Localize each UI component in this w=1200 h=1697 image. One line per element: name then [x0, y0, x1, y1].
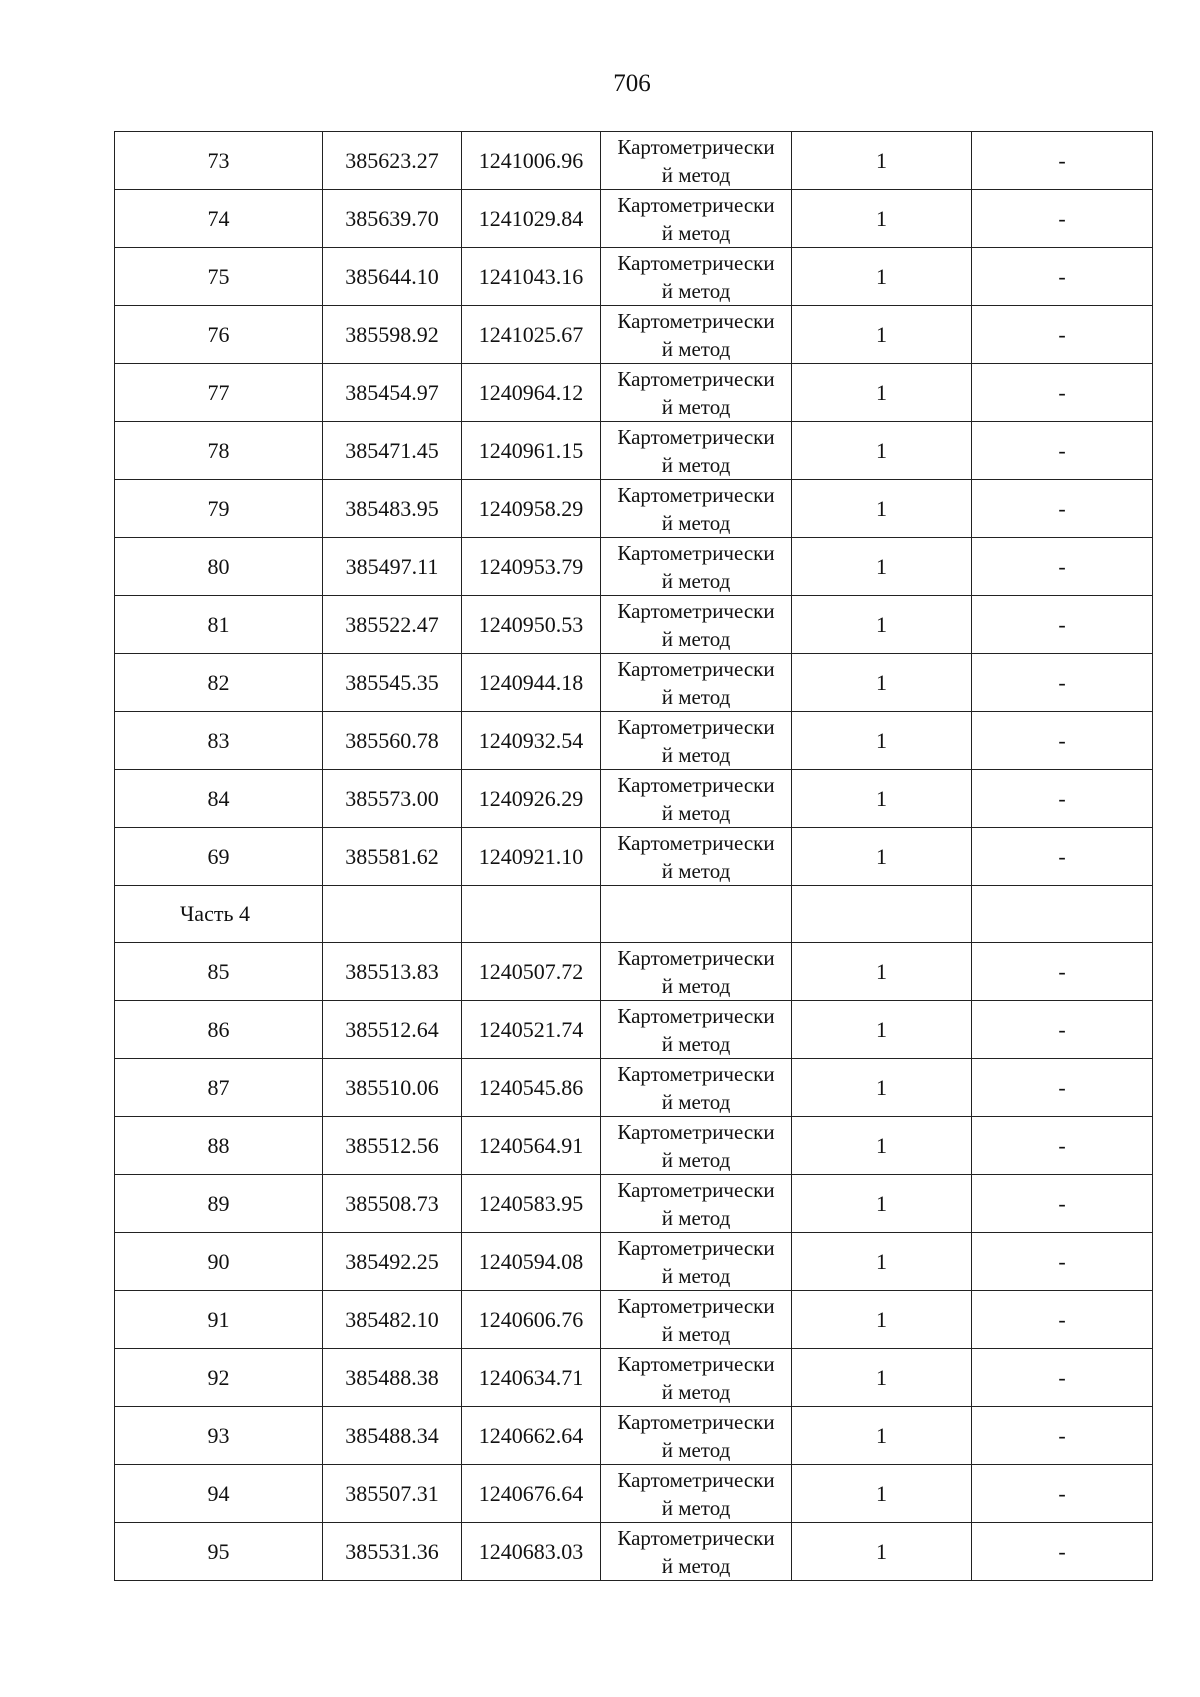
- x-coordinate-cell: 385531.36: [323, 1523, 462, 1581]
- x-coordinate-cell: 385512.56: [323, 1117, 462, 1175]
- method-text-line: й метод: [661, 337, 731, 361]
- y-coordinate-cell: 1240932.54: [462, 712, 601, 770]
- method-cell: [601, 1001, 792, 1059]
- method-text-line: Картометрически: [617, 1526, 775, 1550]
- table-row: [115, 306, 1153, 364]
- accuracy-cell: 1: [792, 1175, 972, 1233]
- x-coordinate-cell: 385560.78: [323, 712, 462, 770]
- empty-cell: [792, 886, 972, 943]
- point-number-cell: 93: [115, 1407, 323, 1465]
- accuracy-cell: 1: [792, 1349, 972, 1407]
- point-number-cell: 86: [115, 1001, 323, 1059]
- y-coordinate-cell: 1240964.12: [462, 364, 601, 422]
- point-number-cell: 90: [115, 1233, 323, 1291]
- method-cell: [601, 1349, 792, 1407]
- table-row: [115, 248, 1153, 306]
- table-row: [115, 1001, 1153, 1059]
- note-cell: -: [972, 248, 1153, 306]
- note-cell: -: [972, 364, 1153, 422]
- method-text-line: Картометрически: [617, 193, 775, 217]
- note-cell: -: [972, 1349, 1153, 1407]
- method-text-line: Картометрически: [617, 715, 775, 739]
- table-row: [115, 1175, 1153, 1233]
- y-coordinate-cell: 1241043.16: [462, 248, 601, 306]
- y-coordinate-cell: 1240926.29: [462, 770, 601, 828]
- accuracy-cell: 1: [792, 1233, 972, 1291]
- note-cell: -: [972, 1233, 1153, 1291]
- section-label: Часть 4: [115, 886, 323, 943]
- method-text-line: й метод: [661, 453, 731, 477]
- empty-cell: [601, 886, 792, 943]
- x-coordinate-cell: 385513.83: [323, 943, 462, 1001]
- point-number-cell: 69: [115, 828, 323, 886]
- x-coordinate-cell: 385482.10: [323, 1291, 462, 1349]
- accuracy-cell: 1: [792, 770, 972, 828]
- point-number-cell: 91: [115, 1291, 323, 1349]
- page-number: 706: [613, 70, 651, 97]
- accuracy-cell: 1: [792, 190, 972, 248]
- method-cell: [601, 190, 792, 248]
- empty-cell: [462, 886, 601, 943]
- x-coordinate-cell: 385510.06: [323, 1059, 462, 1117]
- accuracy-cell: 1: [792, 943, 972, 1001]
- method-cell: [601, 596, 792, 654]
- y-coordinate-cell: 1240676.64: [462, 1465, 601, 1523]
- method-text-line: Картометрически: [617, 1410, 775, 1434]
- method-text-line: Картометрически: [617, 946, 775, 970]
- note-cell: -: [972, 943, 1153, 1001]
- method-text-line: й метод: [661, 1554, 731, 1578]
- note-cell: -: [972, 132, 1153, 190]
- table-row: [115, 1465, 1153, 1523]
- method-text-line: Картометрически: [617, 1004, 775, 1028]
- method-text-line: й метод: [661, 801, 731, 825]
- table-row: [115, 828, 1153, 886]
- table-row: [115, 1117, 1153, 1175]
- point-number-cell: 89: [115, 1175, 323, 1233]
- method-text-line: й метод: [661, 1264, 731, 1288]
- method-text-line: Картометрически: [617, 367, 775, 391]
- x-coordinate-cell: 385497.11: [323, 538, 462, 596]
- method-cell: [601, 364, 792, 422]
- point-number-cell: 92: [115, 1349, 323, 1407]
- method-text-line: й метод: [661, 1148, 731, 1172]
- method-cell: [601, 712, 792, 770]
- coordinates-table: [114, 131, 1153, 1581]
- point-number-cell: 80: [115, 538, 323, 596]
- method-cell: [601, 1175, 792, 1233]
- method-text-line: й метод: [661, 511, 731, 535]
- accuracy-cell: 1: [792, 596, 972, 654]
- x-coordinate-cell: 385488.38: [323, 1349, 462, 1407]
- method-text-line: й метод: [661, 1206, 731, 1230]
- table-row: [115, 1523, 1153, 1581]
- method-text-line: й метод: [661, 743, 731, 767]
- note-cell: -: [972, 770, 1153, 828]
- accuracy-cell: 1: [792, 306, 972, 364]
- accuracy-cell: 1: [792, 1465, 972, 1523]
- note-cell: -: [972, 1001, 1153, 1059]
- x-coordinate-cell: 385492.25: [323, 1233, 462, 1291]
- x-coordinate-cell: 385598.92: [323, 306, 462, 364]
- table-row: [115, 712, 1153, 770]
- method-text-line: Картометрически: [617, 1178, 775, 1202]
- method-text-line: Картометрически: [617, 1236, 775, 1260]
- method-text-line: й метод: [661, 1380, 731, 1404]
- point-number-cell: 74: [115, 190, 323, 248]
- y-coordinate-cell: 1240961.15: [462, 422, 601, 480]
- accuracy-cell: 1: [792, 1117, 972, 1175]
- method-text-line: Картометрически: [617, 309, 775, 333]
- table-row: [115, 190, 1153, 248]
- method-cell: [601, 828, 792, 886]
- note-cell: -: [972, 190, 1153, 248]
- y-coordinate-cell: 1240545.86: [462, 1059, 601, 1117]
- method-text-line: й метод: [661, 569, 731, 593]
- method-cell: [601, 1407, 792, 1465]
- note-cell: -: [972, 538, 1153, 596]
- method-cell: [601, 132, 792, 190]
- y-coordinate-cell: 1240953.79: [462, 538, 601, 596]
- note-cell: -: [972, 480, 1153, 538]
- y-coordinate-cell: 1240507.72: [462, 943, 601, 1001]
- method-text-line: Картометрически: [617, 1294, 775, 1318]
- y-coordinate-cell: 1241029.84: [462, 190, 601, 248]
- note-cell: -: [972, 654, 1153, 712]
- coordinates-table-body: [115, 132, 1153, 1581]
- y-coordinate-cell: 1240950.53: [462, 596, 601, 654]
- accuracy-cell: 1: [792, 654, 972, 712]
- y-coordinate-cell: 1241025.67: [462, 306, 601, 364]
- point-number-cell: 87: [115, 1059, 323, 1117]
- accuracy-cell: 1: [792, 132, 972, 190]
- table-row: [115, 770, 1153, 828]
- method-text-line: Картометрически: [617, 1062, 775, 1086]
- method-text-line: й метод: [661, 1090, 731, 1114]
- y-coordinate-cell: 1240683.03: [462, 1523, 601, 1581]
- point-number-cell: 84: [115, 770, 323, 828]
- x-coordinate-cell: 385545.35: [323, 654, 462, 712]
- method-cell: [601, 654, 792, 712]
- accuracy-cell: 1: [792, 1291, 972, 1349]
- accuracy-cell: 1: [792, 422, 972, 480]
- note-cell: -: [972, 828, 1153, 886]
- table-row: [115, 132, 1153, 190]
- method-text-line: й метод: [661, 627, 731, 651]
- note-cell: -: [972, 1175, 1153, 1233]
- y-coordinate-cell: 1240606.76: [462, 1291, 601, 1349]
- method-text-line: й метод: [661, 1438, 731, 1462]
- accuracy-cell: 1: [792, 480, 972, 538]
- accuracy-cell: 1: [792, 712, 972, 770]
- table-row: [115, 596, 1153, 654]
- accuracy-cell: 1: [792, 1059, 972, 1117]
- point-number-cell: 73: [115, 132, 323, 190]
- y-coordinate-cell: 1241006.96: [462, 132, 601, 190]
- x-coordinate-cell: 385512.64: [323, 1001, 462, 1059]
- method-cell: [601, 1233, 792, 1291]
- method-text-line: Картометрически: [617, 657, 775, 681]
- method-cell: [601, 1523, 792, 1581]
- point-number-cell: 83: [115, 712, 323, 770]
- x-coordinate-cell: 385483.95: [323, 480, 462, 538]
- y-coordinate-cell: 1240662.64: [462, 1407, 601, 1465]
- x-coordinate-cell: 385488.34: [323, 1407, 462, 1465]
- method-text-line: Картометрически: [617, 599, 775, 623]
- x-coordinate-cell: 385454.97: [323, 364, 462, 422]
- accuracy-cell: 1: [792, 1523, 972, 1581]
- note-cell: -: [972, 1465, 1153, 1523]
- method-text-line: Картометрически: [617, 425, 775, 449]
- method-text-line: Картометрически: [617, 773, 775, 797]
- point-number-cell: 94: [115, 1465, 323, 1523]
- y-coordinate-cell: 1240958.29: [462, 480, 601, 538]
- note-cell: -: [972, 596, 1153, 654]
- method-text-line: Картометрически: [617, 1352, 775, 1376]
- method-text-line: Картометрически: [617, 1120, 775, 1144]
- method-cell: [601, 1291, 792, 1349]
- point-number-cell: 75: [115, 248, 323, 306]
- method-text-line: й метод: [661, 395, 731, 419]
- y-coordinate-cell: 1240564.91: [462, 1117, 601, 1175]
- method-text-line: й метод: [661, 1032, 731, 1056]
- x-coordinate-cell: 385639.70: [323, 190, 462, 248]
- x-coordinate-cell: 385471.45: [323, 422, 462, 480]
- note-cell: -: [972, 422, 1153, 480]
- note-cell: -: [972, 1523, 1153, 1581]
- point-number-cell: 77: [115, 364, 323, 422]
- note-cell: -: [972, 1407, 1153, 1465]
- method-text-line: й метод: [661, 163, 731, 187]
- empty-cell: [323, 886, 462, 943]
- y-coordinate-cell: 1240594.08: [462, 1233, 601, 1291]
- accuracy-cell: 1: [792, 248, 972, 306]
- method-text-line: Картометрически: [617, 483, 775, 507]
- method-cell: [601, 538, 792, 596]
- section-row: [115, 886, 1153, 943]
- method-text-line: й метод: [661, 685, 731, 709]
- point-number-cell: 76: [115, 306, 323, 364]
- y-coordinate-cell: 1240521.74: [462, 1001, 601, 1059]
- x-coordinate-cell: 385581.62: [323, 828, 462, 886]
- x-coordinate-cell: 385508.73: [323, 1175, 462, 1233]
- table-row: [115, 364, 1153, 422]
- method-cell: [601, 306, 792, 364]
- accuracy-cell: 1: [792, 1407, 972, 1465]
- method-cell: [601, 480, 792, 538]
- accuracy-cell: 1: [792, 364, 972, 422]
- note-cell: -: [972, 306, 1153, 364]
- accuracy-cell: 1: [792, 1001, 972, 1059]
- table-row: [115, 1059, 1153, 1117]
- empty-cell: [972, 886, 1153, 943]
- table-row: [115, 422, 1153, 480]
- table-row: [115, 480, 1153, 538]
- point-number-cell: 85: [115, 943, 323, 1001]
- method-cell: [601, 422, 792, 480]
- method-cell: [601, 1117, 792, 1175]
- table-row: [115, 538, 1153, 596]
- method-cell: [601, 1059, 792, 1117]
- note-cell: -: [972, 1117, 1153, 1175]
- y-coordinate-cell: 1240583.95: [462, 1175, 601, 1233]
- table-row: [115, 654, 1153, 712]
- method-cell: [601, 248, 792, 306]
- table-row: [115, 943, 1153, 1001]
- method-text-line: й метод: [661, 221, 731, 245]
- method-text-line: й метод: [661, 974, 731, 998]
- point-number-cell: 78: [115, 422, 323, 480]
- table-row: [115, 1349, 1153, 1407]
- x-coordinate-cell: 385507.31: [323, 1465, 462, 1523]
- note-cell: -: [972, 1059, 1153, 1117]
- point-number-cell: 95: [115, 1523, 323, 1581]
- method-text-line: Картометрически: [617, 831, 775, 855]
- method-text-line: Картометрически: [617, 541, 775, 565]
- method-text-line: Картометрически: [617, 251, 775, 275]
- method-text-line: й метод: [661, 1496, 731, 1520]
- y-coordinate-cell: 1240921.10: [462, 828, 601, 886]
- x-coordinate-cell: 385573.00: [323, 770, 462, 828]
- note-cell: -: [972, 712, 1153, 770]
- method-text-line: Картометрически: [617, 135, 775, 159]
- method-cell: [601, 770, 792, 828]
- point-number-cell: 79: [115, 480, 323, 538]
- method-text-line: й метод: [661, 859, 731, 883]
- method-text-line: й метод: [661, 279, 731, 303]
- accuracy-cell: 1: [792, 828, 972, 886]
- method-cell: [601, 1465, 792, 1523]
- point-number-cell: 82: [115, 654, 323, 712]
- x-coordinate-cell: 385644.10: [323, 248, 462, 306]
- method-text-line: Картометрически: [617, 1468, 775, 1492]
- point-number-cell: 88: [115, 1117, 323, 1175]
- table-row: [115, 1233, 1153, 1291]
- point-number-cell: 81: [115, 596, 323, 654]
- table-row: [115, 1291, 1153, 1349]
- accuracy-cell: 1: [792, 538, 972, 596]
- method-cell: [601, 943, 792, 1001]
- y-coordinate-cell: 1240634.71: [462, 1349, 601, 1407]
- y-coordinate-cell: 1240944.18: [462, 654, 601, 712]
- table-row: [115, 1407, 1153, 1465]
- x-coordinate-cell: 385522.47: [323, 596, 462, 654]
- method-text-line: й метод: [661, 1322, 731, 1346]
- x-coordinate-cell: 385623.27: [323, 132, 462, 190]
- note-cell: -: [972, 1291, 1153, 1349]
